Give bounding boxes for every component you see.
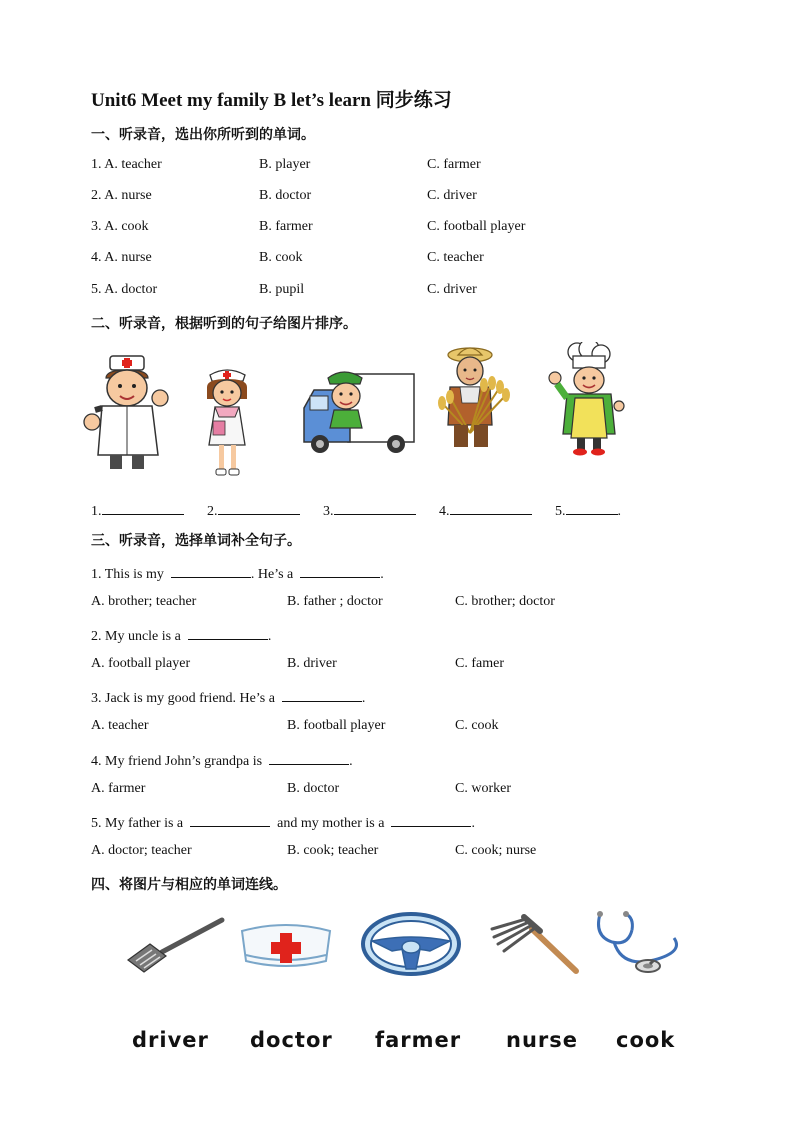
word-doctor[interactable]: doctor	[250, 1028, 333, 1052]
doctor-icon	[80, 350, 170, 475]
q2-option-c: C. driver	[427, 188, 477, 203]
q4-option-a: 4. A. nurse	[91, 250, 152, 265]
q5-sentence: 5. My father is a and my mother is a .	[91, 812, 475, 832]
word-nurse[interactable]: nurse	[506, 1028, 578, 1052]
q2-choice-b: B. driver	[287, 656, 337, 671]
q5-blank-1[interactable]	[190, 812, 270, 827]
q3-blank[interactable]	[282, 687, 362, 702]
q1-choice-c: C. brother; doctor	[455, 594, 555, 609]
spatula-icon[interactable]	[124, 914, 226, 976]
blank-5[interactable]: 5. .	[555, 500, 621, 520]
q3-choice-b: B. football player	[287, 718, 386, 733]
q1-blank-2[interactable]	[300, 563, 380, 578]
q2-choice-c: C. famer	[455, 656, 504, 671]
q4-sentence: 4. My friend John’s grandpa is .	[91, 750, 353, 770]
q3-choice-a: A. teacher	[91, 718, 149, 733]
pitchfork-icon[interactable]	[488, 911, 582, 975]
blank-4[interactable]: 4.	[439, 500, 532, 520]
stethoscope-icon[interactable]	[592, 908, 688, 980]
word-farmer[interactable]: farmer	[375, 1028, 462, 1052]
q2-blank[interactable]	[188, 625, 268, 640]
q4-option-c: C. teacher	[427, 250, 484, 265]
q5-option-b: B. pupil	[259, 282, 305, 297]
q3-choice-c: C. cook	[455, 718, 499, 733]
q2-option-b: B. doctor	[259, 188, 312, 203]
driver-truck-icon	[300, 368, 418, 456]
q1-choice-b: B. father ; doctor	[287, 594, 383, 609]
q5-choice-c: C. cook; nurse	[455, 843, 537, 858]
steering-wheel-icon[interactable]	[360, 911, 462, 977]
q5-option-a: 5. A. doctor	[91, 282, 158, 297]
q1-choice-a: A. brother; teacher	[91, 594, 197, 609]
blank-1[interactable]: 1.	[91, 500, 184, 520]
q3-option-b: B. farmer	[259, 219, 313, 234]
q1-option-a: 1. A. teacher	[91, 157, 162, 172]
q5-option-c: C. driver	[427, 282, 477, 297]
q2-sentence: 2. My uncle is a .	[91, 625, 271, 645]
word-driver[interactable]: driver	[132, 1028, 209, 1052]
q4-choice-a: A. farmer	[91, 781, 146, 796]
page-title: Unit6 Meet my family B let’s learn 同步练习	[91, 90, 452, 111]
cook-icon	[545, 342, 625, 458]
q2-choice-a: A. football player	[91, 656, 191, 671]
word-cook[interactable]: cook	[616, 1028, 676, 1052]
q3-sentence: 3. Jack is my good friend. He’s a .	[91, 687, 365, 707]
q5-blank-2[interactable]	[391, 812, 471, 827]
q3-option-a: 3. A. cook	[91, 219, 149, 234]
q1-sentence: 1. This is my . He’s a .	[91, 563, 384, 583]
q4-choice-c: C. worker	[455, 781, 511, 796]
q4-option-b: B. cook	[259, 250, 303, 265]
q1-option-b: B. player	[259, 157, 311, 172]
q1-blank-1[interactable]	[171, 563, 251, 578]
section-4-heading: 四、将图片与相应的单词连线。	[91, 877, 287, 893]
q5-choice-b: B. cook; teacher	[287, 843, 379, 858]
q2-option-a: 2. A. nurse	[91, 188, 152, 203]
farmer-icon	[430, 343, 512, 453]
q4-blank[interactable]	[269, 750, 349, 765]
q1-option-c: C. farmer	[427, 157, 481, 172]
q5-choice-a: A. doctor; teacher	[91, 843, 192, 858]
section-1-heading: 一、听录音，选出你所听到的单词。	[91, 127, 315, 143]
blank-2[interactable]: 2.	[207, 500, 300, 520]
section-2-heading: 二、听录音，根据听到的句子给图片排序。	[91, 316, 357, 332]
nurse-cap-icon[interactable]	[238, 921, 334, 973]
blank-3[interactable]: 3.	[323, 500, 416, 520]
nurse-icon	[195, 365, 260, 480]
q4-choice-b: B. doctor	[287, 781, 340, 796]
q3-option-c: C. football player	[427, 219, 526, 234]
section-3-heading: 三、听录音，选择单词补全句子。	[91, 533, 301, 549]
